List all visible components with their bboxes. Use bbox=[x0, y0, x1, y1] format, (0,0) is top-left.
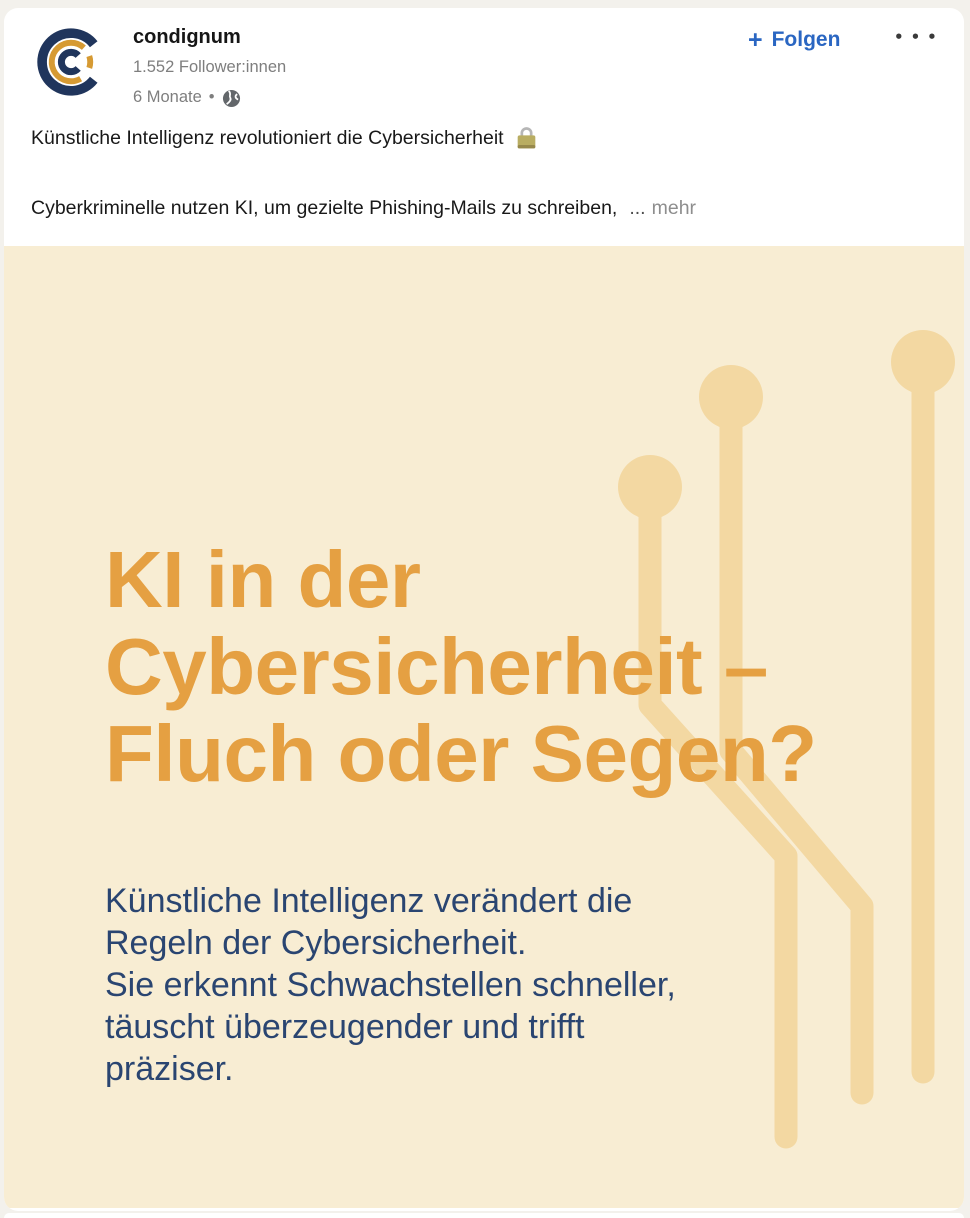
image-body-line-1: Künstliche Intelligenz verändert die bbox=[105, 882, 633, 920]
image-title-line-2: Cybersicherheit – bbox=[105, 622, 768, 711]
image-title bbox=[105, 536, 817, 797]
follower-count: 1.552 Follower:innen bbox=[133, 58, 287, 76]
logo-gold-c bbox=[52, 43, 84, 81]
image-body-line-5: präziser. bbox=[105, 1050, 234, 1088]
company-name[interactable]: condignum bbox=[133, 26, 241, 48]
circuit-node-left bbox=[618, 455, 682, 519]
follow-button[interactable] bbox=[748, 28, 840, 52]
image-body-line-2: Regeln der Cybersicherheit. bbox=[105, 924, 527, 962]
image-title-line-3: Fluch oder Segen? bbox=[105, 709, 817, 798]
image-body-line-3: Sie erkennt Schwachstellen schneller, bbox=[105, 966, 676, 1004]
post-headline bbox=[31, 124, 941, 151]
meta-separator: • bbox=[208, 88, 215, 106]
globe-icon bbox=[222, 88, 241, 107]
post-age: 6 Monate bbox=[133, 88, 202, 106]
post-card bbox=[4, 8, 964, 1211]
post-image[interactable] bbox=[4, 246, 964, 1208]
circuit-node-middle bbox=[699, 365, 763, 429]
image-body-line-4: täuscht überzeugender und trifft bbox=[105, 1008, 585, 1046]
truncation-ellipsis: ... bbox=[629, 197, 646, 219]
logo-inner-c bbox=[61, 52, 78, 71]
image-title-line-1: KI in der bbox=[105, 535, 421, 624]
image-body-text bbox=[105, 880, 676, 1090]
post-headline-text: Künstliche Intelligenz revolutioniert die Cybersicherheit bbox=[31, 126, 504, 149]
post-preview-text: Cyberkriminelle nutzen KI, um gezielte Phishing-Mails zu schreiben, bbox=[31, 197, 618, 219]
lock-icon bbox=[513, 124, 540, 151]
post-meta bbox=[133, 82, 286, 112]
logo-gold-segment bbox=[89, 56, 90, 68]
plus-icon: + bbox=[748, 26, 763, 54]
post-author-block bbox=[133, 22, 286, 112]
more-options-button[interactable]: ••• bbox=[890, 22, 948, 52]
company-logo[interactable] bbox=[34, 25, 108, 99]
follow-label: Folgen bbox=[771, 28, 841, 51]
see-more-link[interactable] bbox=[629, 197, 696, 219]
see-more-label: mehr bbox=[651, 197, 697, 219]
circuit-node-right bbox=[891, 330, 955, 394]
post-preview bbox=[31, 195, 941, 221]
next-card-edge bbox=[4, 1213, 964, 1218]
